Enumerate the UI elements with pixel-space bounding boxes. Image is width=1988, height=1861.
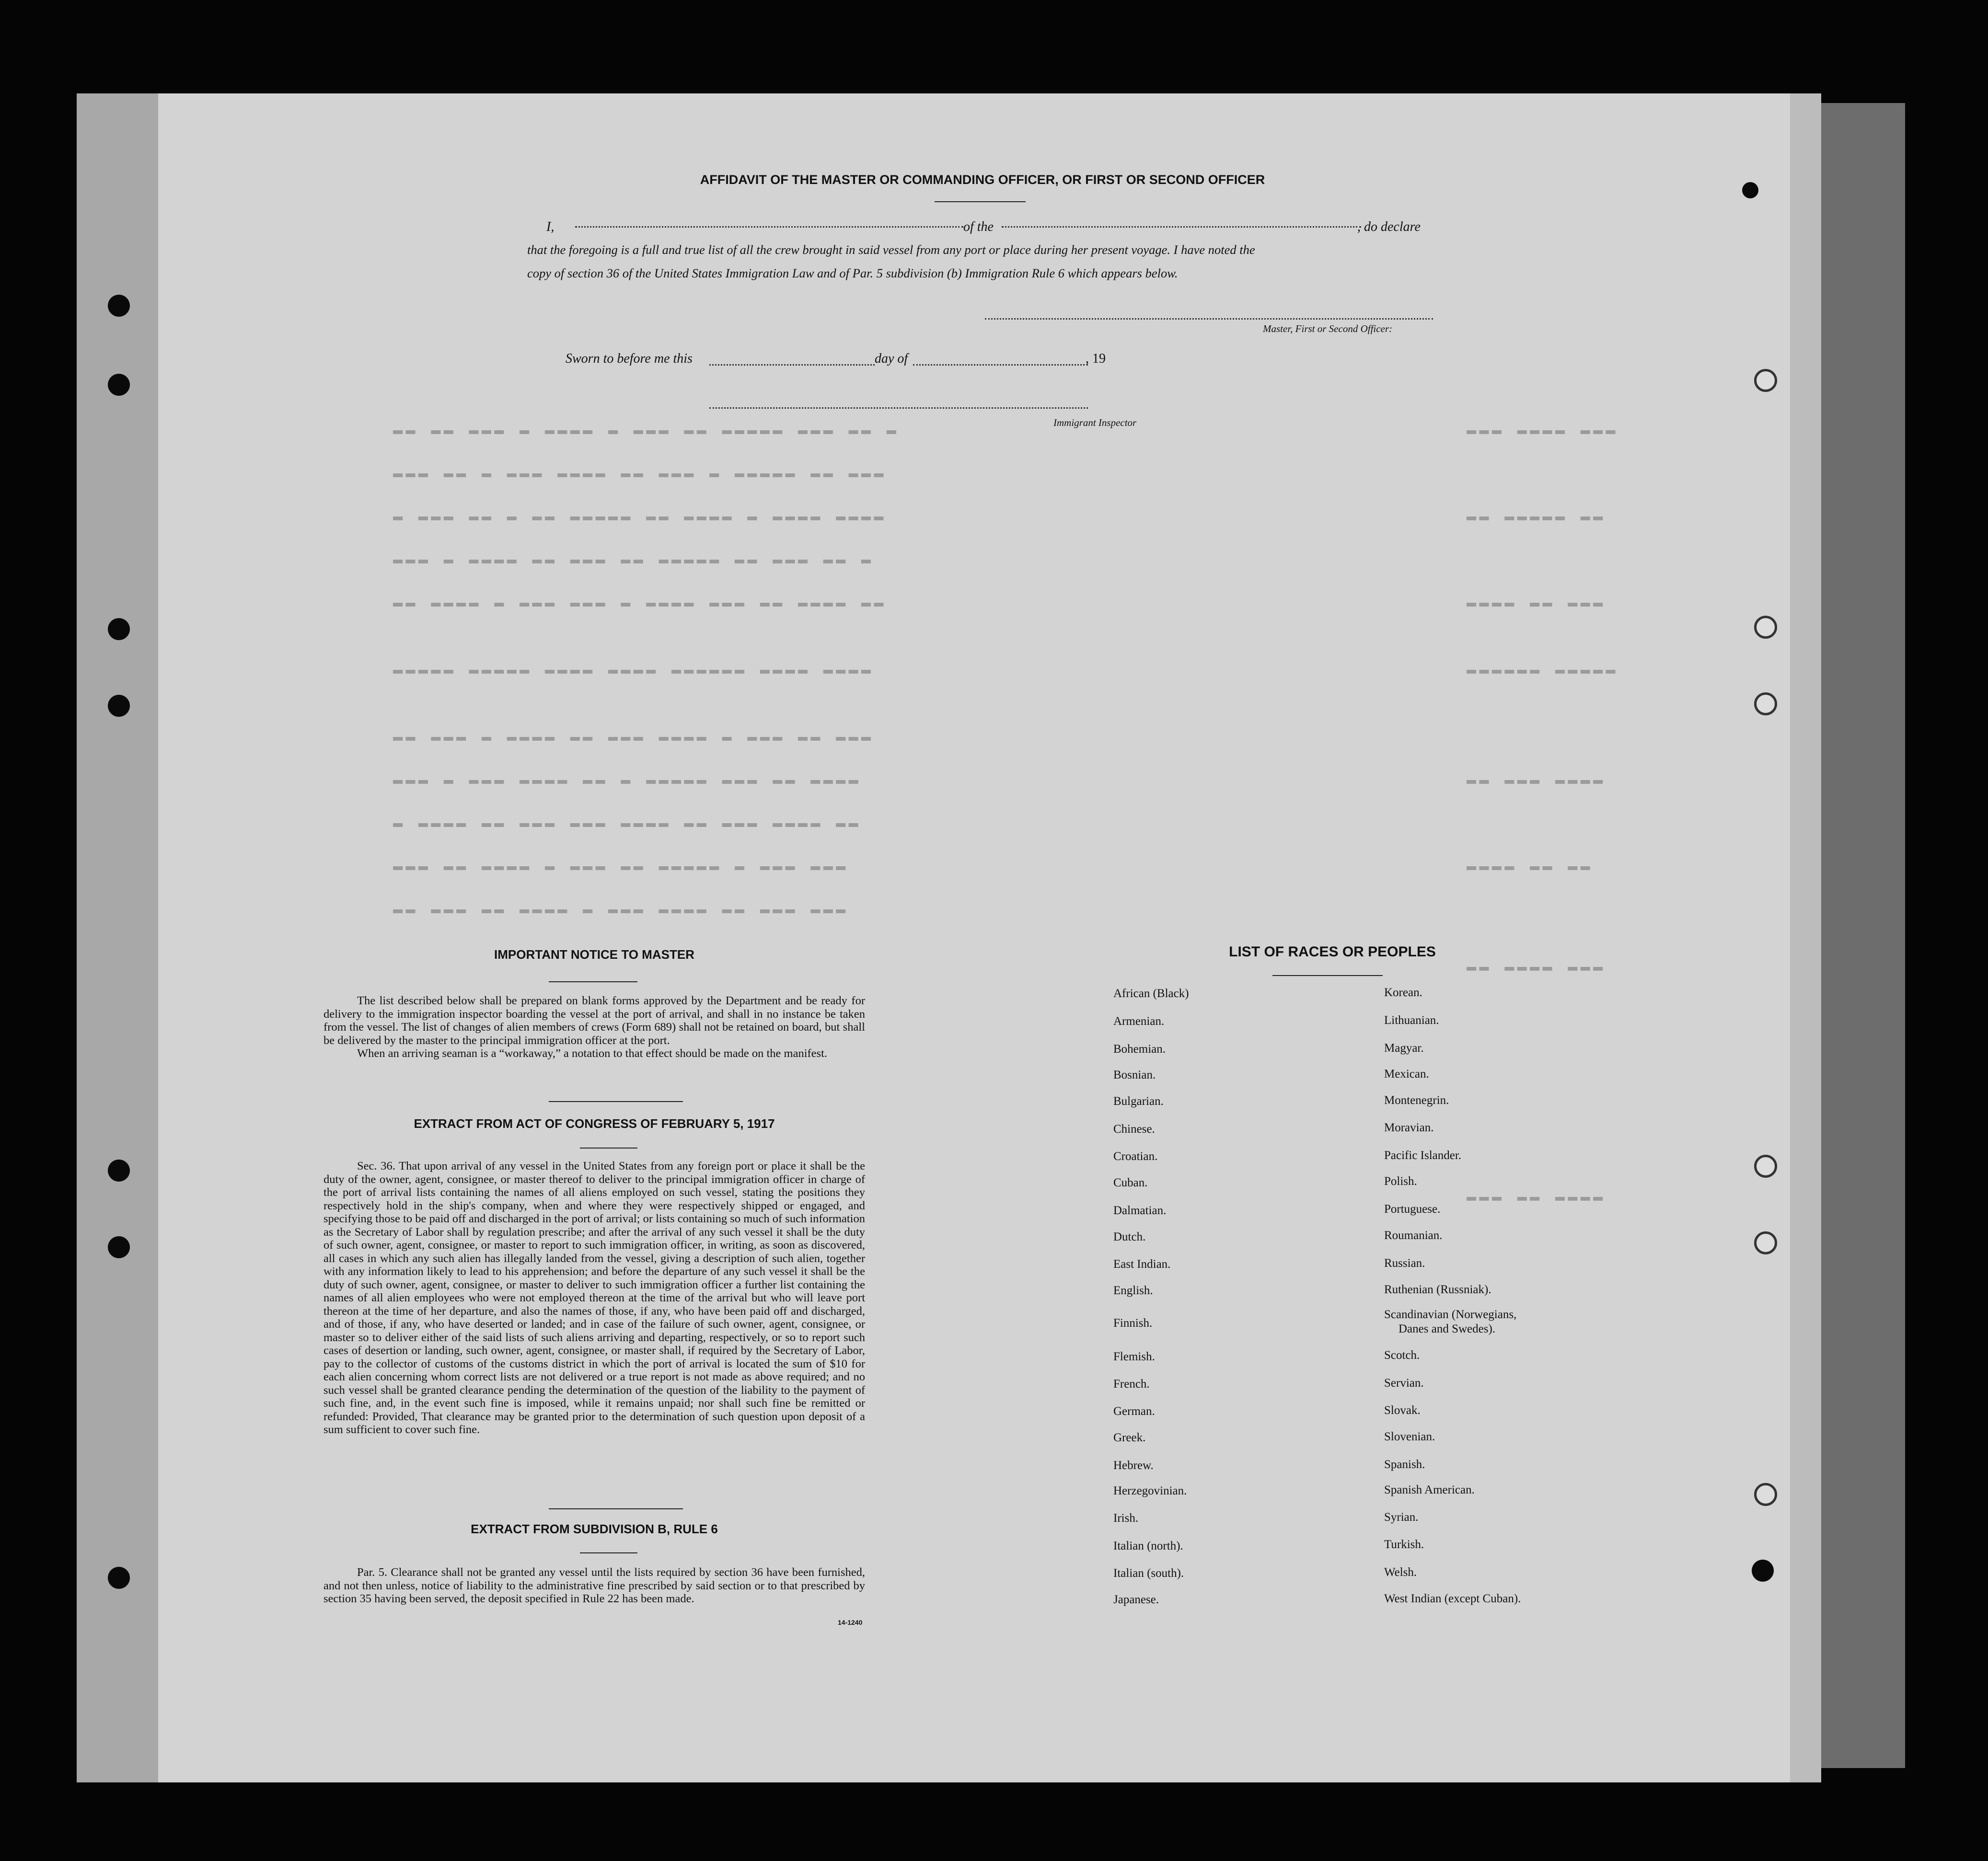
master-signature-field[interactable] <box>985 318 1433 320</box>
race-item: Moravian. <box>1384 1121 1434 1134</box>
binder-ring <box>1754 616 1777 639</box>
race-item: Turkish. <box>1384 1538 1424 1551</box>
race-item: Hebrew. <box>1113 1459 1154 1472</box>
vessel-field[interactable] <box>1002 226 1361 228</box>
binder-hole <box>1742 182 1758 198</box>
race-item: Roumanian. <box>1384 1229 1443 1242</box>
races-title: LIST OF RACES OR PEOPLES <box>1229 944 1436 960</box>
sworn-month-field[interactable] <box>913 364 1088 366</box>
binder-hole <box>1752 1560 1774 1582</box>
race-item: Bohemian. <box>1113 1043 1166 1056</box>
notice-body <box>324 994 865 1060</box>
race-item: Armenian. <box>1113 1015 1165 1028</box>
race-item: Servian. <box>1384 1377 1424 1390</box>
race-item: Portuguese. <box>1384 1203 1441 1216</box>
day-of-label: day of <box>875 351 908 366</box>
extract-rule-body <box>324 1566 865 1606</box>
race-item: Finnish. <box>1113 1317 1153 1330</box>
declare-label: , do declare <box>1357 219 1421 234</box>
binder-hole <box>108 295 130 317</box>
race-item: Polish. <box>1384 1175 1417 1188</box>
race-item: Danes and Swedes). <box>1399 1322 1496 1335</box>
sworn-day-field[interactable] <box>709 364 875 366</box>
race-item: Welsh. <box>1384 1566 1417 1579</box>
binder-hole <box>108 374 130 396</box>
race-item: Dutch. <box>1113 1230 1146 1243</box>
race-item: Korean. <box>1384 986 1422 999</box>
binder-hole <box>108 1236 130 1258</box>
name-field[interactable] <box>575 226 963 228</box>
binder-ring <box>1754 1155 1777 1178</box>
par-5-text: Par. 5. Clearance shall not be granted any vessel until the lists required by section 36 have been furnished, and not then unless, notice of liability to the administrative fine prescribed by said section or to that prescribed by section 35 having been served, the deposit specified in Rule 22 has been made. <box>324 1566 865 1605</box>
year-label: , 19 <box>1086 351 1106 366</box>
races-divider <box>1272 975 1383 976</box>
race-item: German. <box>1113 1405 1155 1418</box>
race-item: Flemish. <box>1113 1350 1155 1363</box>
race-item: Herzegovinian. <box>1113 1484 1187 1497</box>
binder-hole <box>108 618 130 640</box>
race-item: Ruthenian (Russniak). <box>1384 1283 1491 1296</box>
race-item: French. <box>1113 1378 1150 1390</box>
race-item: Scandinavian (Norwegians, <box>1384 1308 1517 1321</box>
race-item: Bulgarian. <box>1113 1095 1164 1108</box>
binder-ring <box>1754 369 1777 392</box>
race-item: Slovak. <box>1384 1404 1421 1417</box>
race-item: Greek. <box>1113 1431 1146 1444</box>
extract-act-body <box>324 1160 865 1436</box>
sheet-left-margin <box>77 93 158 1782</box>
extract-act-divider <box>580 1148 637 1149</box>
sworn-label: Sworn to before me this <box>566 351 693 366</box>
race-item: East Indian. <box>1113 1258 1171 1271</box>
notice-title: IMPORTANT NOTICE TO MASTER <box>494 947 694 962</box>
race-item: Syrian. <box>1384 1511 1419 1524</box>
race-item: Mexican. <box>1384 1068 1429 1080</box>
binder-hole <box>108 695 130 717</box>
extract-rule-divider <box>580 1552 637 1553</box>
notice-divider <box>549 981 637 982</box>
binder-ring <box>1754 1483 1777 1506</box>
binder-hole <box>108 1160 130 1182</box>
race-item: Scotch. <box>1384 1349 1420 1362</box>
extract-rule-title: EXTRACT FROM SUBDIVISION B, RULE 6 <box>471 1522 718 1536</box>
section-divider <box>549 1101 683 1102</box>
race-item: Japanese. <box>1113 1593 1159 1606</box>
race-item: Cuban. <box>1113 1176 1148 1189</box>
race-item: Spanish American. <box>1384 1483 1475 1496</box>
race-item: Slovenian. <box>1384 1430 1435 1443</box>
affidavit-line-3: copy of section 36 of the United States Immigration Law and of Par. 5 subdivision (b) Immigration Rule 6 which appears below. <box>527 266 1178 280</box>
race-item: English. <box>1113 1284 1153 1297</box>
race-item: Spanish. <box>1384 1458 1425 1471</box>
notice-paragraph-1: The list described below shall be prepared on blank forms approved by the Department and be ready for delivery to the immigration inspector boarding the vessel at the port of arrival, and shall in no instance be taken from the vessel. The list of changes of alien members of crews (Form 689) shall not be retained on board, but shall be delivered by the master to the principal immigration officer at the port. <box>324 994 865 1047</box>
form-code: 14-1240 <box>838 1619 863 1626</box>
race-item: Croatian. <box>1113 1150 1158 1163</box>
affidavit-line-2: that the foregoing is a full and true list of all the crew brought in said vessel from any port or place during her present voyage. I have noted the <box>527 242 1255 257</box>
sheet-right-edge <box>1790 93 1821 1782</box>
of-the-label: of the <box>963 219 994 234</box>
binder-ring <box>1754 1231 1777 1254</box>
section-divider <box>549 1508 683 1509</box>
section-36-text: Sec. 36. That upon arrival of any vessel in the United States from any foreign port or place it shall be the duty of the owner, agent, consignee, or master thereof to deliver to the principal immigration officer in charge of the port of arrival lists containing the names of all aliens employed on such vessel, stating the positions they respectively hold in the ship's company, when and where they were respectively shipped or engaged, and specifying those to be paid off and discharged in the port of arrival; or lists containing so much of such information as the Secretary of Labor shall by regulation prescribe; and after the arrival of any such vessel it shall be the duty of such owner, agent, consignee, or master to report to such immigration officer, in writing, as soon as discovered, all cases in which any such alien has illegally landed from the vessel, giving a description of such alien, together with any information likely to lead to his apprehension; and before the departure of any such vessel it shall be the duty of such owner, agent, consignee, or master to deliver to such immigration officer a further list containing the names of all alien employees who were not employed thereon at the time of the arrival but who will leave port thereon at the time of her departure, and also the names of those, if any, who have been paid off and discharged, and of those, if any, who have deserted or landed; and in case of the failure of such owner, agent, consignee, or master so to deliver either of the said lists of such aliens arriving and departing, respectively, or so to report such cases of desertion or landing, such owner, agent, consignee, or master shall, if required by the Secretary of Labor, pay to the collector of customs of the customs district in which the port of arrival is located the sum of $10 for each alien concerning whom correct lists are not delivered or a true report is not made as above required; and no such vessel shall be granted clearance pending the determination of the question of the liability to the payment of such fine, and, in the event such fine is imposed, while it remains unpaid; nor shall such fine be remitted or refunded: Provided, That clearance may be granted prior to the determination of such question upon deposit of a sum sufficient to cover such fine. <box>324 1160 865 1436</box>
race-item: West Indian (except Cuban). <box>1384 1592 1521 1605</box>
affidavit-title: AFFIDAVIT OF THE MASTER OR COMMANDING OFFICER, OR FIRST OR SECOND OFFICER <box>700 172 1265 187</box>
title-divider <box>935 201 1026 202</box>
notice-paragraph-2: When an arriving seaman is a “workaway,” a notation to that effect should be made on the manifest. <box>357 1047 828 1060</box>
race-item: Italian (north). <box>1113 1539 1183 1552</box>
race-item: Lithuanian. <box>1384 1014 1439 1027</box>
affidavit-line-1: I, <box>546 219 555 234</box>
race-item: Dalmatian. <box>1113 1204 1167 1217</box>
inspector-signature-field[interactable] <box>709 407 1088 409</box>
binder-ring <box>1754 692 1777 715</box>
race-item: Magyar. <box>1384 1042 1424 1055</box>
race-item: African (Black) <box>1113 987 1189 1000</box>
race-item: Italian (south). <box>1113 1567 1184 1580</box>
scanner-shadow-right <box>1816 103 1905 1768</box>
master-caption: Master, First or Second Officer: <box>1263 323 1393 334</box>
race-item: Bosnian. <box>1113 1068 1156 1081</box>
binder-hole <box>108 1567 130 1589</box>
race-item: Pacific Islander. <box>1384 1149 1462 1162</box>
race-item: Russian. <box>1384 1257 1425 1270</box>
race-item: Irish. <box>1113 1512 1139 1525</box>
race-item: Montenegrin. <box>1384 1094 1449 1107</box>
race-item: Chinese. <box>1113 1123 1155 1136</box>
inspector-caption: Immigrant Inspector <box>1053 417 1137 428</box>
extract-act-title: EXTRACT FROM ACT OF CONGRESS OF FEBRUARY 5, 1917 <box>414 1116 775 1131</box>
